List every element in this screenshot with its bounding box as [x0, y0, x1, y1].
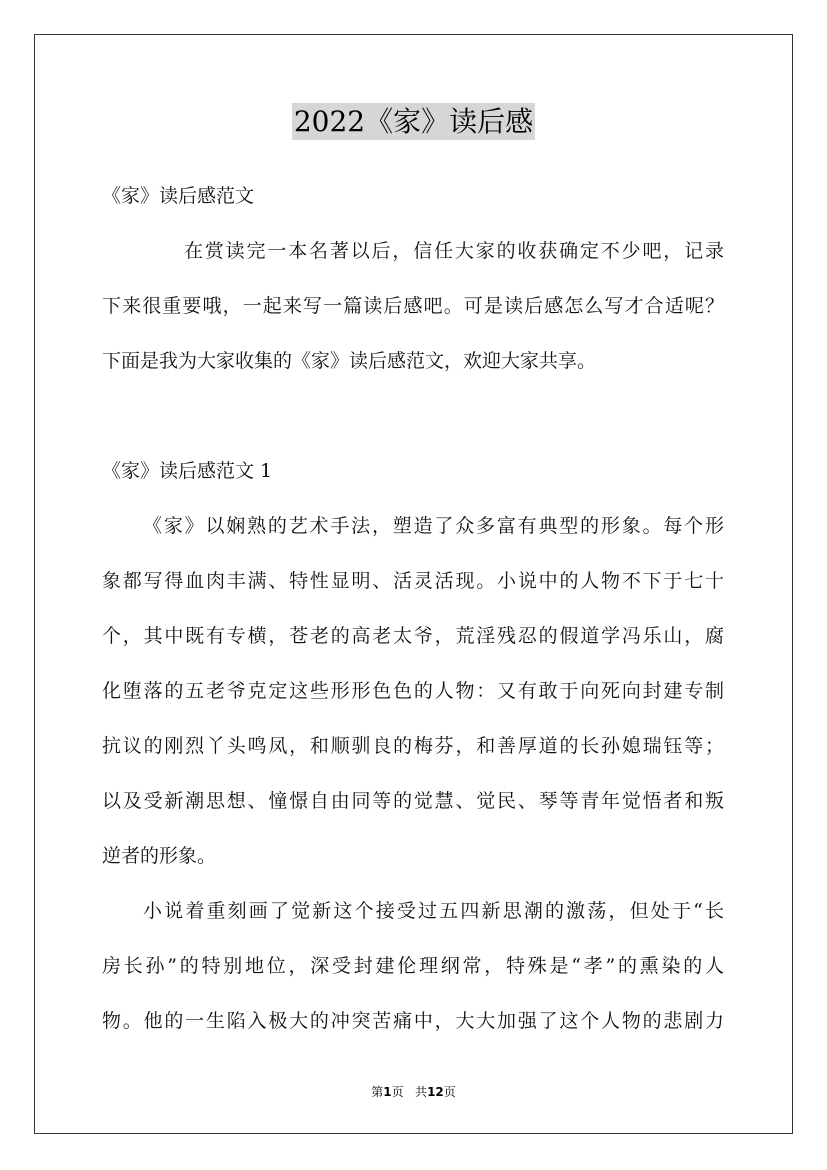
footer-page-suffix: 页	[391, 1085, 404, 1099]
footer-total-prefix: 共	[415, 1085, 428, 1099]
para2-line-3: 物。他的一生陷入极大的冲突苦痛中，大大加强了这个人物的悲剧力	[102, 1010, 724, 1032]
footer-prefix: 第	[371, 1085, 384, 1099]
para1-line-5: 抗议的刚烈丫头鸣凤，和顺驯良的梅芬，和善厚道的长孙媳瑞钰等；	[102, 735, 724, 757]
page-footer	[0, 1083, 827, 1100]
para2-line-1: 小说着重刻画了觉新这个接受过五四新思潮的激荡，但处于“长	[143, 900, 724, 922]
footer-total-suffix: 页	[443, 1085, 456, 1099]
intro-line-2: 下来很重要哦，一起来写一篇读后感吧。可是读后感怎么写才合适呢？	[102, 295, 724, 317]
para1-line-1: 《家》以娴熟的艺术手法，塑造了众多富有典型的形象。每个形	[143, 515, 724, 537]
para1-line-4: 化堕落的五老爷克定这些形形色色的人物：又有敢于向死向封建专制	[102, 680, 724, 702]
footer-page-number: 1	[383, 1085, 392, 1099]
subtitle: 《家》读后感范文	[102, 185, 255, 207]
document-title	[0, 100, 827, 140]
intro-line-1: 在赏读完一本名著以后，信任大家的收获确定不少吧，记录	[184, 240, 724, 262]
para1-line-7: 逆者的形象。	[102, 845, 217, 867]
title-text: 2022《家》读后感	[293, 105, 534, 138]
para1-line-2: 象都写得血肉丰满、特性显明、活灵活现。小说中的人物不下于七十	[102, 570, 724, 592]
intro-line-3: 下面是我为大家收集的《家》读后感范文，欢迎大家共享。	[102, 350, 597, 372]
footer-total-pages: 12	[427, 1085, 444, 1099]
para2-line-2: 房长孙”的特别地位，深受封建伦理纲常，特殊是“孝”的熏染的人	[102, 955, 724, 977]
section-heading: 《家》读后感范文 1	[102, 460, 273, 482]
para1-line-3: 个，其中既有专横，苍老的高老太爷，荒淫残忍的假道学冯乐山，腐	[102, 625, 724, 647]
para1-line-6: 以及受新潮思想、憧憬自由同等的觉慧、觉民、琴等青年觉悟者和叛	[102, 790, 724, 812]
